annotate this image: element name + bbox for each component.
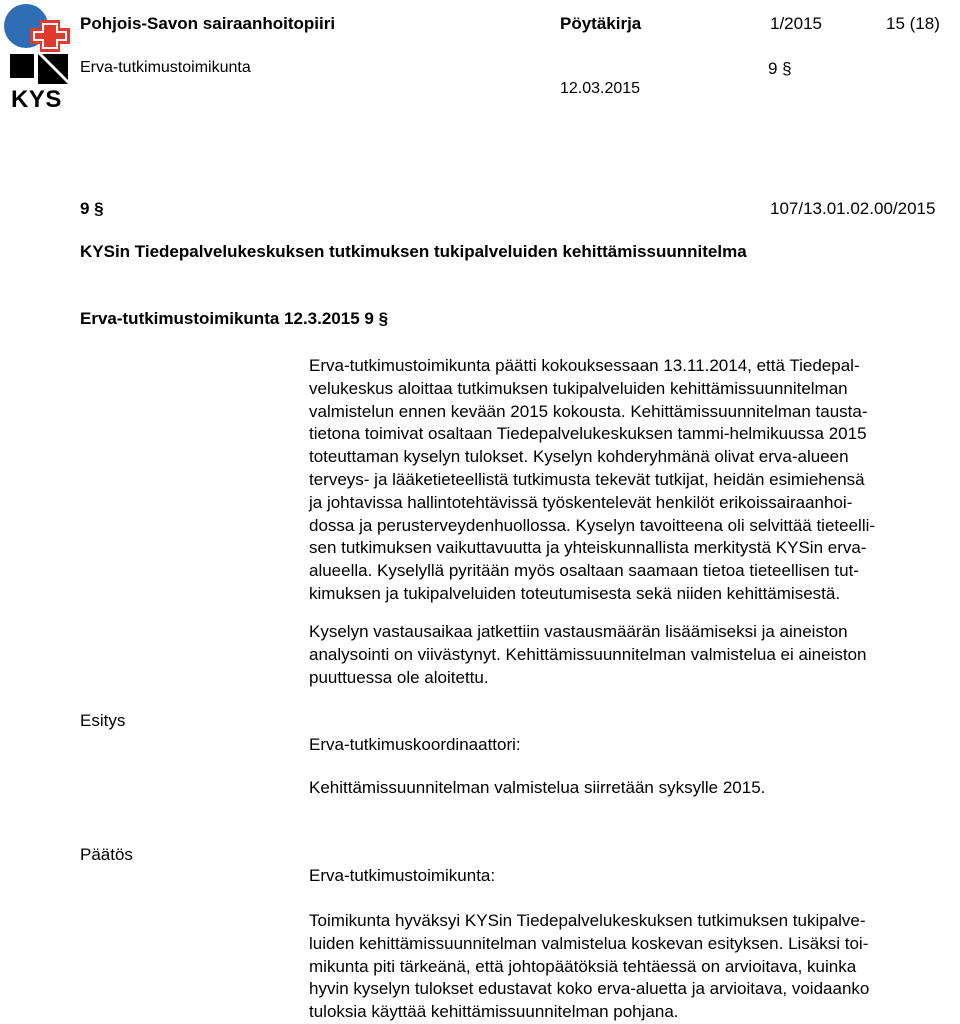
item-title: KYSin Tiedepalvelukeskuksen tutkimuksen tukipalveluiden kehittämissuunnitelma [80,242,747,261]
esitys-text: Kehittämissuunnitelman valmistelua siirretään syksylle 2015. [309,778,766,797]
text-line: ja johtavissa hallintotehtävissä työskentelevät henkilöt erikoissairaanhoi- [309,492,853,512]
organization-name: Pohjois-Savon sairaanhoitopiiri [80,14,336,33]
esitys-heading: Erva-tutkimuskoordinaattori: [309,735,521,754]
paatos-label: Päätös [80,845,133,864]
committee-name: Erva-tutkimustoimikunta [80,59,251,76]
meeting-date: 12.03.2015 [560,80,641,97]
kys-logo [2,2,74,114]
text-line: toteuttaman kyselyn tulokset. Kyselyn kohderyhmänä olivat erva-alueen [309,447,849,467]
background-paragraph [309,355,954,606]
text-line: hyvin kyselyn tulokset edustavat koko erva-aluetta ja arvioitava, voidaanko [309,979,870,999]
text-line: mikunta piti tärkeänä, että johtopäätöksiä tehtäessä on arvioitava, kuinka [309,956,857,976]
document-type: Pöytäkirja [560,14,642,33]
item-section: 9 § [80,199,104,218]
paatos-heading: Erva-tutkimustoimikunta: [309,866,496,885]
decision-paragraph [309,910,954,1024]
header-section: 9 § [768,59,792,78]
text-line: Erva-tutkimustoimikunta päätti kokouksessaan 13.11.2014, että Tiedepal- [309,356,860,375]
text-line: tietona toimivat osaltaan Tiedepalvelukeskuksen tammi-helmikuussa 2015 [309,424,867,444]
document-number: 1/2015 [770,14,822,33]
text-line: Toimikunta hyväksyi KYSin Tiedepalvelukeskuksen tutkimuksen tukipalve- [309,911,866,930]
page-number: 15 (18) [886,14,940,33]
text-line: alueella. Kyselyllä pyritään myös osaltaan saamaan tietoa tieteellisen tut- [309,561,859,581]
logo-text: KYS [11,86,62,113]
text-line: Kyselyn vastausaikaa jatkettiin vastausmäärän lisäämiseksi ja aineiston [309,622,848,641]
text-line: puuttuessa ole aloitettu. [309,667,489,687]
text-line: terveys- ja lääketieteellistä tutkimusta tekevät tutkijat, heidän esimiehensä [309,469,865,489]
text-line: kimuksen ja tukipalveluiden toteutumisesta sekä niiden kehittämisestä. [309,583,841,603]
kys-logo-icon [2,2,74,86]
status-paragraph [309,621,954,689]
meeting-reference: Erva-tutkimustoimikunta 12.3.2015 9 § [80,309,389,328]
text-line: valmistelun ennen kevään 2015 kokousta. Kehittämissuunnitelman tausta- [309,401,868,421]
text-line: luiden kehittämissuunnitelman valmistelua koskevan esityksen. Lisäksi toi- [309,933,869,953]
text-line: tuloksia käyttää kehittämissuunnitelman pohjana. [309,1002,679,1022]
text-line: sen tutkimuksen vaikuttavuutta ja yhteiskunnallista merkitystä KYSin erva- [309,538,867,558]
item-reference: 107/13.01.02.00/2015 [770,199,936,218]
text-line: dossa ja perusterveydenhuollossa. Kyselyn tavoitteena oli selvittää tieteelli- [309,515,876,535]
text-line: analysointi on viivästynyt. Kehittämissuunnitelman valmistelua ei aineiston [309,644,867,664]
text-line: velukeskus aloittaa tutkimuksen tukipalveluiden kehittämissuunnitelman [309,378,848,398]
esitys-label: Esitys [80,711,126,730]
